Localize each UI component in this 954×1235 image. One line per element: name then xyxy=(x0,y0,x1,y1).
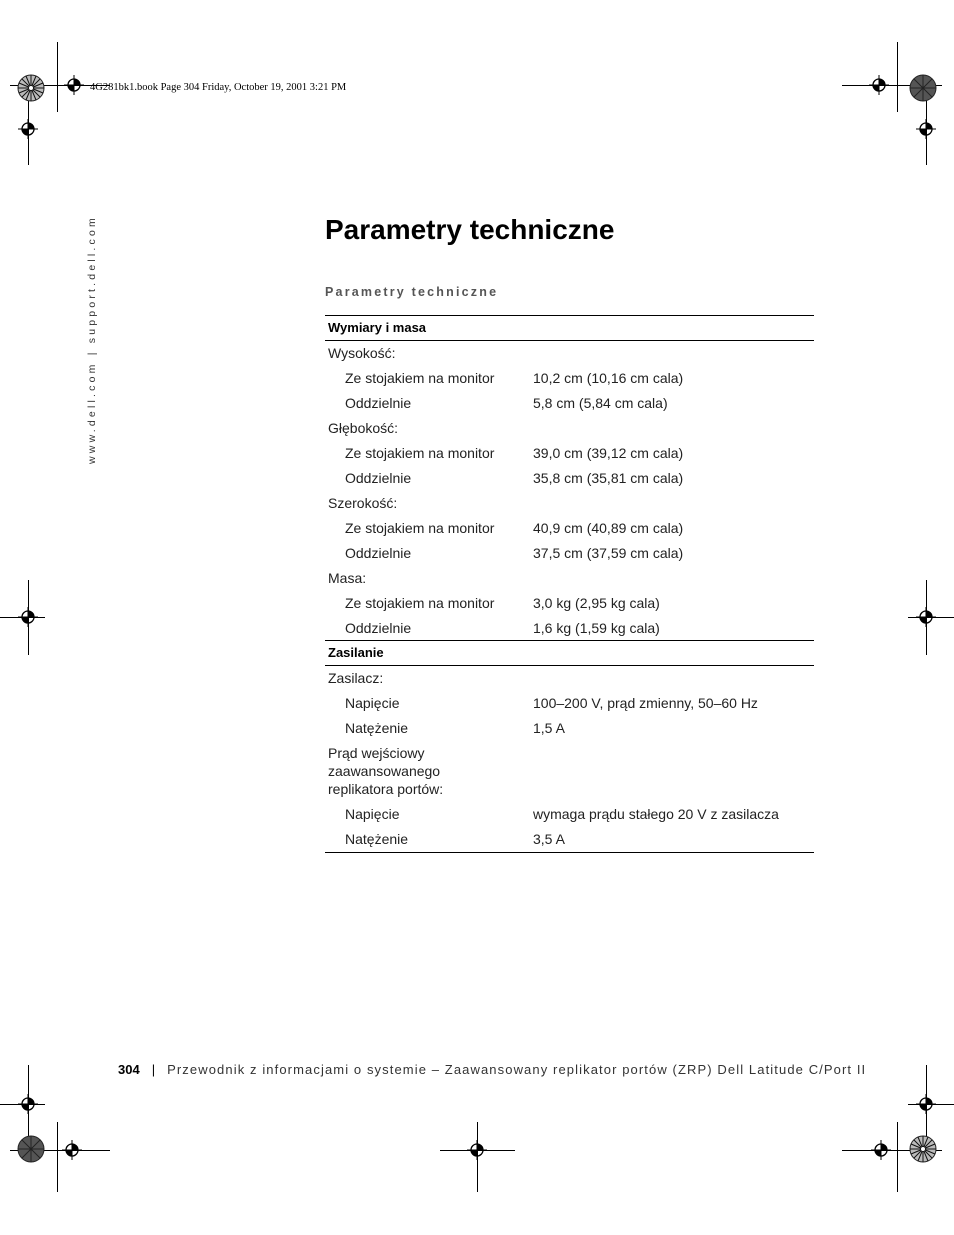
row-value: 37,5 cm (37,59 cm cala) xyxy=(533,545,684,561)
row-label: Ze stojakiem na monitor xyxy=(345,445,495,461)
table-row xyxy=(325,516,814,541)
table-row xyxy=(325,416,814,441)
row-label: Natężenie xyxy=(345,831,409,847)
registration-mark-icon xyxy=(467,1140,487,1160)
table-row xyxy=(325,591,814,616)
color-target-icon xyxy=(17,1135,45,1163)
table-caption: Parametry techniczne xyxy=(325,285,499,299)
table-row xyxy=(325,541,814,566)
row-label: Wysokość: xyxy=(328,345,396,361)
print-header-meta: 4G281bk1.book Page 304 Friday, October 19, 2001 3:21 PM xyxy=(90,82,347,93)
row-label: Ze stojakiem na monitor xyxy=(345,520,495,536)
table-row xyxy=(325,666,814,691)
table-row xyxy=(325,341,814,366)
table-row xyxy=(325,491,814,516)
row-label: Natężenie xyxy=(345,720,409,736)
table-row xyxy=(325,566,814,591)
registration-mark-icon xyxy=(18,607,38,627)
registration-mark-icon xyxy=(871,1140,891,1160)
table-row xyxy=(325,827,814,852)
page-number: 304 xyxy=(118,1062,140,1077)
table-row xyxy=(325,802,814,827)
registration-mark-icon xyxy=(62,1140,82,1160)
table-row xyxy=(325,741,814,802)
registration-mark-icon xyxy=(18,1094,38,1114)
table-row xyxy=(325,391,814,416)
row-value: 10,2 cm (10,16 cm cala) xyxy=(533,370,684,386)
row-label: Zasilacz: xyxy=(328,670,384,686)
row-value: 35,8 cm (35,81 cm cala) xyxy=(533,470,684,486)
row-value: 1,6 kg (1,59 kg cala) xyxy=(533,620,660,636)
row-label: Oddzielnie xyxy=(345,470,412,486)
footer-separator: | xyxy=(151,1062,156,1077)
table-row xyxy=(325,466,814,491)
row-label: Głębokość: xyxy=(328,420,399,436)
row-label: Napięcie xyxy=(345,806,400,822)
row-label: Oddzielnie xyxy=(345,545,412,561)
row-value: 100–200 V, prąd zmienny, 50–60 Hz xyxy=(533,695,758,711)
row-value xyxy=(533,491,814,516)
registration-mark-icon xyxy=(64,75,84,95)
section-heading: Wymiary i masa xyxy=(325,315,814,341)
registration-mark-icon xyxy=(916,1094,936,1114)
row-value xyxy=(533,666,814,691)
row-label: Masa: xyxy=(328,570,367,586)
table-row xyxy=(325,441,814,466)
table-row xyxy=(325,366,814,391)
row-value: 3,5 A xyxy=(533,831,565,847)
footer-text: Przewodnik z informacjami o systemie – Zaawansowany replikator portów (ZRP) Dell Latitude C/Port II xyxy=(167,1062,867,1077)
registration-mark-icon xyxy=(916,607,936,627)
row-label: Oddzielnie xyxy=(345,395,412,411)
table-row xyxy=(325,691,814,716)
row-value: 1,5 A xyxy=(533,720,565,736)
row-value xyxy=(533,416,814,441)
page-title: Parametry techniczne xyxy=(325,214,615,245)
row-value xyxy=(533,341,814,366)
table-row xyxy=(325,616,814,641)
row-value: 5,8 cm (5,84 cm cala) xyxy=(533,395,668,411)
registration-mark-icon xyxy=(869,75,889,95)
table-row xyxy=(325,716,814,741)
row-value: 39,0 cm (39,12 cm cala) xyxy=(533,445,684,461)
row-label: Ze stojakiem na monitor xyxy=(345,370,495,386)
row-label: Ze stojakiem na monitor xyxy=(345,595,495,611)
page-footer xyxy=(118,1062,866,1077)
row-label: Szerokość: xyxy=(328,495,398,511)
section-heading: Zasilanie xyxy=(325,640,814,666)
row-value: 3,0 kg (2,95 kg cala) xyxy=(533,595,660,611)
row-value: wymaga prądu stałego 20 V z zasilacza xyxy=(533,806,779,822)
starburst-target-icon xyxy=(17,74,45,102)
spec-table xyxy=(325,315,814,853)
registration-mark-icon xyxy=(18,119,38,139)
row-label: Oddzielnie xyxy=(345,620,412,636)
row-value xyxy=(533,566,814,591)
starburst-target-icon xyxy=(909,1135,937,1163)
row-label: Napięcie xyxy=(345,695,400,711)
row-value: 40,9 cm (40,89 cm cala) xyxy=(533,520,684,536)
row-label: Prąd wejściowy zaawansowanego replikatora portów: xyxy=(328,745,444,797)
side-url-text: www.dell.com | support.dell.com xyxy=(86,215,98,464)
color-target-icon xyxy=(909,74,937,102)
registration-mark-icon xyxy=(916,119,936,139)
row-value xyxy=(505,744,814,798)
